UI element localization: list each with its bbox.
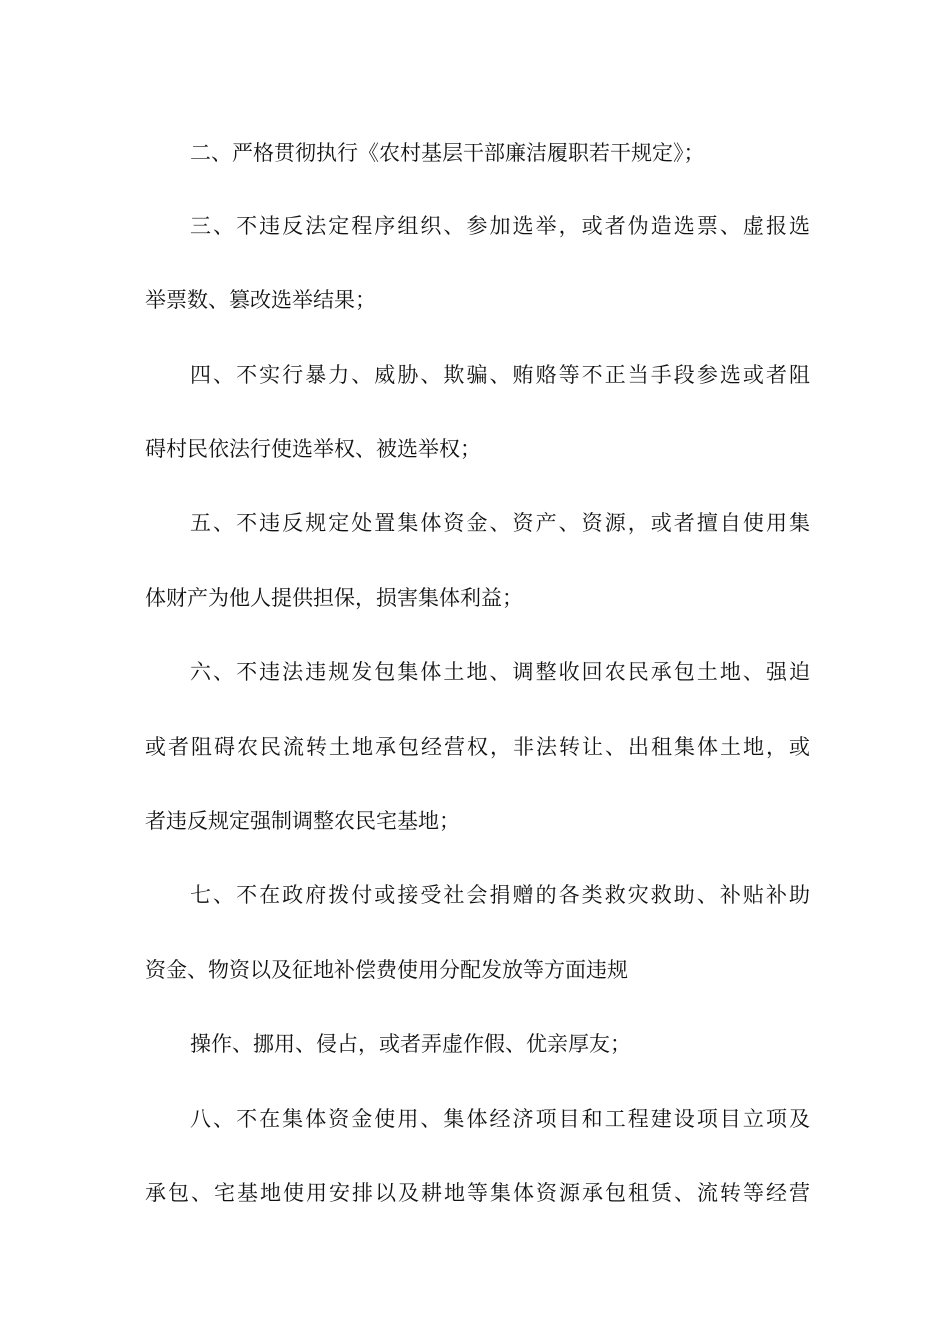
paragraph-line: 七、不在政府拨付或接受社会捐赠的各类救灾救助、补贴补助 [190,883,810,907]
paragraph-line: 资金、物资以及征地补偿费使用分配发放等方面违规 [145,958,628,982]
paragraph-line: 碍村民依法行使选举权、被选举权； [145,437,481,461]
paragraph-line: 四、不实行暴力、威胁、欺骗、贿赂等不正当手段参选或者阻 [190,363,810,387]
paragraph-line: 操作、挪用、侵占，或者弄虚作假、优亲厚友； [190,1032,631,1056]
paragraph-line: 承包、宅基地使用安排以及耕地等集体资源承包租赁、流转等经营 [145,1181,810,1205]
paragraph-line: 者违反规定强制调整农民宅基地； [145,809,460,833]
paragraph-line: 三、不违反法定程序组织、参加选举，或者伪造选票、虚报选 [190,214,810,238]
paragraph-line: 五、不违反规定处置集体资金、资产、资源，或者擅自使用集 [190,511,810,535]
paragraph-line: 或者阻碍农民流转土地承包经营权，非法转让、出租集体土地，或 [145,735,810,759]
paragraph-line: 体财产为他人提供担保，损害集体利益； [145,586,523,610]
paragraph-line: 举票数、篡改选举结果； [145,288,376,312]
paragraph-line: 八、不在集体资金使用、集体经济项目和工程建设项目立项及 [190,1107,810,1131]
paragraph-line: 二、严格贯彻执行《农村基层干部廉洁履职若干规定》； [190,141,705,165]
paragraph-line: 六、不违法违规发包集体土地、调整收回农民承包土地、强迫 [190,660,810,684]
